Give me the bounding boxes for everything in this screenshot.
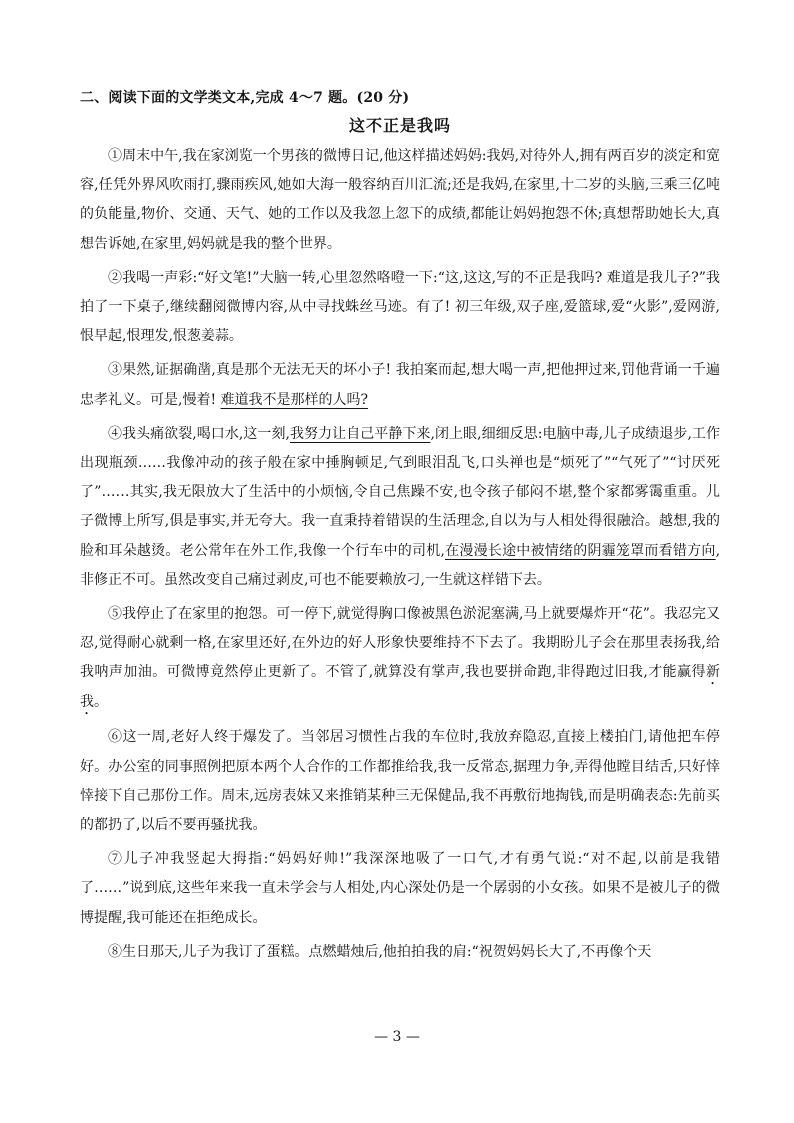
paragraph-5-text: ⑤我停止了在家里的抱怨。可一停下,就觉得胸口像被黑色淤泥塞满,马上就要爆炸开“花”。我忍完又忍,觉得耐心就剩一格,在家里还好,在外边的好人形象快要维持不下去了。我期盼儿子会在那里表扬我,给我呐声加油。可微博竟然停止更新了。不管了,就算没有掌声,我也要拼命跑,非得跑过旧我,才能赢得 <box>80 606 720 681</box>
paragraph-3-text: ③果然,证据确凿,真是那个无法无天的坏小子! 我拍案而起,想大喝一声,把他押过来,罚他背诵一千遍忠孝礼义。可是,慢着! <box>80 362 720 408</box>
underlined-sentence-question: 难道我不是那样的人吗? <box>220 391 369 408</box>
paragraph-2: ②我喝一声彩:“好文笔!”大脑一转,心里忽然咯噔一下:“这,这这,写的不正是我吗? 难道是我儿子?”我拍了一下桌子,继续翻阅微博内容,从中寻找蛛丝马迹。有了! 初三年级,双子座,爱篮球,爱“火影”,爱网游,恨早起,恨理发,恨葱姜蒜。 <box>80 269 720 345</box>
paragraph-5 <box>80 600 720 718</box>
page-number: — 3 — <box>374 1029 420 1045</box>
underlined-phrase-calm-down: 我努力让自己平静下来 <box>289 425 431 442</box>
paragraph-4-text-start: ④我头痛欲裂,喝口水,这一刻, <box>108 425 290 442</box>
underlined-phrase-wrong-direction: 在漫漫长途中被情绪的阴霾笼罩而看错方向 <box>444 542 716 559</box>
paragraph-8: ⑧生日那天,儿子为我订了蛋糕。点燃蜡烛后,他拍拍我的肩:“祝贺妈妈长大了,不再像个天 <box>108 943 652 960</box>
paragraph-5-period: 。 <box>94 694 108 711</box>
paragraph-3 <box>80 356 720 414</box>
exam-page <box>80 88 720 972</box>
article-title: 这不正是我吗 <box>348 116 451 135</box>
paragraph-4 <box>80 420 720 595</box>
section-heading: 二、阅读下面的文学类文本,完成 4～7 题。(20 分) <box>80 90 410 106</box>
paragraph-6: ⑥这一周,老好人终于爆发了。当邻居习惯性占我的车位时,我放弃隐忍,直接上楼拍门,请他把车停好。办公室的同事照例把原本两个人合作的工作都推给我,我一反常态,据理力争,弄得他瞠目结舌,只好悻悻接下自己那份工作。周末,远房表妹又来推销某种三无保健品,我不再敷衍地掏钱,而是明确表态:先前买的都扔了,以后不要再骚扰我。 <box>80 729 720 834</box>
paragraph-4-text-end: ,非修正不可。虽然改变自己痛过剥皮,可也不能要赖放刁,一生就这样错下去。 <box>80 542 721 588</box>
paragraph-4-text-middle: ,闭上眼,细细反思:电脑中毒,儿子成绩退步,工作出现瓶颈……我像冲动的孩子般在家中捶胸顿足,气到眼泪乱飞,口头禅也是“烦死了”“气死了”“讨厌死了”……其实,我无限放大了生活中的小烦恼,令自己焦躁不安,也令孩子郁闷不堪,整个家都雾霭重重。儿子微博上所写,俱是事实,并无夸大。我一直秉持着错误的生活理念,自以为与人相处得很融洽。越想,我的脸和耳朵越烫。老公常年在外工作,我像一个行车中的司机, <box>80 425 720 559</box>
emphasized-word-new-me: 新我 <box>80 664 720 711</box>
paragraph-1: ①周末中午,我在家浏览一个男孩的微博日记,他这样描述妈妈:我妈,对待外人,拥有两百岁的淡定和宽容,任凭外界风吹雨打,骤雨疾风,她如大海一般容纳百川汇流;还是我妈,在家里,十二岁的头脑,三乘三亿吨的负能量,物价、交通、天气、她的工作以及我忽上忽下的成绩,都能让妈妈抱怨不休;真想帮助她长大,真想告诉她,在家里,妈妈就是我的整个世界。 <box>80 148 720 252</box>
paragraph-7: ⑦儿子冲我竖起大拇指:“妈妈好帅!”我深深地吸了一口气,才有勇气说:“对不起,以前是我错了……”说到底,这些年来我一直未学会与人相处,内心深处仍是一个孱弱的小女孩。如果不是被儿子的微博提醒,我可能还在拒绝成长。 <box>80 851 720 926</box>
